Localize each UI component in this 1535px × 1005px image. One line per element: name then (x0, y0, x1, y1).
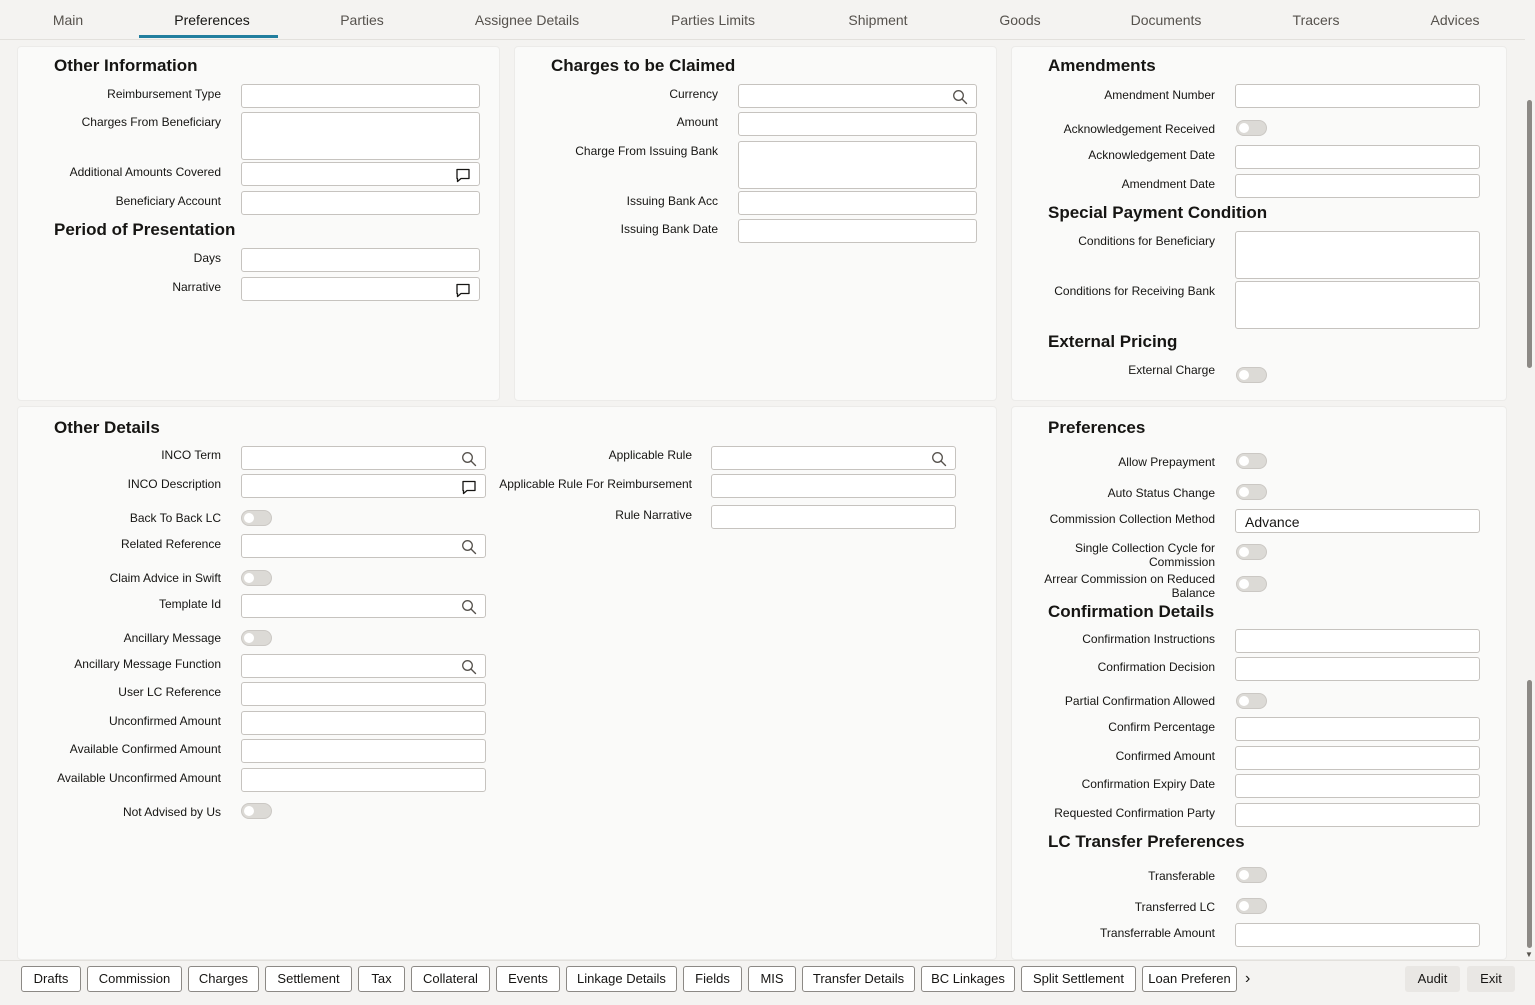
issuing-bank-date-input[interactable] (738, 219, 977, 243)
rule-narrative-input[interactable] (711, 505, 956, 529)
settlement-button[interactable]: Settlement (265, 966, 352, 992)
label-single-collection-cycle: Single Collection Cycle for Commission (1074, 541, 1215, 569)
bc-linkages-button[interactable]: BC Linkages (921, 966, 1015, 992)
label-confirmed-amount: Confirmed Amount (1115, 749, 1215, 763)
label-confirmation-expiry-date: Confirmation Expiry Date (1081, 777, 1215, 791)
section-title-external-pricing: External Pricing (1048, 332, 1178, 351)
label-available-unconfirmed-amount: Available Unconfirmed Amount (57, 771, 221, 785)
tax-button[interactable]: Tax (358, 966, 405, 992)
label-amount: Amount (676, 115, 718, 129)
label-charges-from-beneficiary: Charges From Beneficiary (81, 115, 221, 129)
section-title-charges-to-be-claimed: Charges to be Claimed (551, 56, 736, 75)
label-amendment-number: Amendment Number (1104, 88, 1215, 102)
label-related-reference: Related Reference (120, 537, 221, 551)
scroll-down-arrow-icon[interactable]: ▼ (1525, 950, 1533, 959)
label-amendment-date: Amendment Date (1121, 177, 1215, 191)
label-confirmation-decision: Confirmation Decision (1097, 660, 1215, 674)
transferable-toggle[interactable] (1236, 867, 1267, 883)
label-auto-status-change: Auto Status Change (1107, 486, 1215, 500)
ancillary-message-function-input[interactable] (241, 654, 486, 678)
label-confirmation-instructions: Confirmation Instructions (1082, 632, 1215, 646)
conditions-for-receiving-bank-textarea[interactable] (1235, 281, 1480, 329)
confirmation-expiry-date-input[interactable] (1235, 774, 1480, 798)
not-advised-by-us-toggle[interactable] (241, 803, 272, 819)
label-applicable-rule-for-reimbursement: Applicable Rule For Reimbursement (499, 477, 692, 491)
commission-button[interactable]: Commission (87, 966, 182, 992)
allow-prepayment-toggle[interactable] (1236, 453, 1267, 469)
label-commission-collection-method: Commission Collection Method (1049, 512, 1215, 526)
label-available-confirmed-amount: Available Confirmed Amount (69, 742, 221, 756)
label-not-advised-by-us: Not Advised by Us (122, 805, 221, 819)
claim-advice-in-swift-toggle[interactable] (241, 570, 272, 586)
confirmed-amount-input[interactable] (1235, 746, 1480, 770)
search-icon[interactable] (461, 539, 477, 555)
label-transferrable-amount: Transferrable Amount (1100, 926, 1215, 940)
amendment-number-input[interactable] (1235, 84, 1480, 108)
inco-description-input[interactable] (241, 474, 486, 498)
charges-button[interactable]: Charges (188, 966, 259, 992)
template-id-input[interactable] (241, 594, 486, 618)
commission-collection-method-select[interactable] (1235, 509, 1480, 533)
currency-input[interactable] (738, 84, 977, 108)
label-issuing-bank-acc: Issuing Bank Acc (626, 194, 718, 208)
label-confirm-percentage: Confirm Percentage (1108, 720, 1215, 734)
label-ancillary-message: Ancillary Message (123, 631, 221, 645)
transferred-lc-toggle[interactable] (1236, 898, 1267, 914)
label-ancillary-message-function: Ancillary Message Function (74, 657, 221, 671)
tab-tracers[interactable]: Tracers (1292, 12, 1340, 28)
label-reimbursement-type: Reimbursement Type (107, 87, 221, 101)
label-acknowledgement-received: Acknowledgement Received (1063, 122, 1215, 136)
auto-status-change-toggle[interactable] (1236, 484, 1267, 500)
label-rule-narrative: Rule Narrative (615, 508, 692, 522)
chevron-right-icon[interactable]: › (1245, 970, 1251, 987)
label-currency: Currency (669, 87, 718, 101)
confirm-percentage-input[interactable] (1235, 717, 1480, 741)
label-back-to-back-lc: Back To Back LC (129, 511, 221, 525)
tab-parties[interactable]: Parties (340, 12, 384, 28)
ancillary-message-toggle[interactable] (241, 630, 272, 646)
mis-button[interactable]: MIS (748, 966, 796, 992)
label-inco-description: INCO Description (127, 477, 221, 491)
label-transferable: Transferable (1148, 869, 1215, 883)
conditions-for-beneficiary-textarea[interactable] (1235, 231, 1480, 279)
scrollbar-thumb[interactable] (1527, 680, 1532, 948)
bottom-toolbar (0, 960, 1535, 1005)
applicable-rule-for-reimbursement-input[interactable] (711, 474, 956, 498)
requested-confirmation-party-input[interactable] (1235, 803, 1480, 827)
charges-from-beneficiary-textarea[interactable] (241, 112, 480, 160)
search-icon[interactable] (461, 599, 477, 615)
label-charge-from-issuing-bank: Charge From Issuing Bank (575, 144, 718, 158)
label-conditions-for-receiving-bank: Conditions for Receiving Bank (1054, 284, 1215, 298)
section-title-confirmation-details: Confirmation Details (1048, 602, 1215, 621)
exit-button[interactable]: Exit (1467, 966, 1515, 992)
scrollbar-thumb[interactable] (1527, 100, 1532, 368)
confirmation-decision-input[interactable] (1235, 657, 1480, 681)
audit-button[interactable]: Audit (1405, 966, 1460, 992)
tab-documents[interactable]: Documents (1130, 12, 1202, 28)
tab-shipment[interactable]: Shipment (848, 12, 908, 28)
commission-collection-method-value: Advance (1245, 514, 1300, 530)
amount-input[interactable] (738, 112, 977, 136)
transferrable-amount-input[interactable] (1235, 923, 1480, 947)
label-template-id: Template Id (158, 597, 221, 611)
label-narrative: Narrative (172, 280, 221, 294)
acknowledgement-date-input[interactable] (1235, 145, 1480, 169)
issuing-bank-acc-input[interactable] (738, 191, 977, 215)
label-acknowledgement-date: Acknowledgement Date (1088, 148, 1215, 162)
unconfirmed-amount-input[interactable] (241, 711, 486, 735)
label-inco-term: INCO Term (161, 448, 221, 462)
label-applicable-rule: Applicable Rule (608, 448, 692, 462)
search-icon[interactable] (461, 659, 477, 675)
beneficiary-account-input[interactable] (241, 191, 480, 215)
label-arrear-commission: Arrear Commission on Reduced Balance (1044, 572, 1215, 600)
label-transferred-lc: Transferred LC (1134, 900, 1215, 914)
tab-goods[interactable]: Goods (999, 12, 1041, 28)
tab-main[interactable]: Main (52, 12, 84, 28)
label-user-lc-reference: User LC Reference (118, 685, 221, 699)
label-beneficiary-account: Beneficiary Account (115, 194, 221, 208)
comment-icon[interactable] (455, 167, 471, 183)
tab-parties-limits[interactable]: Parties Limits (670, 12, 756, 28)
user-lc-reference-input[interactable] (241, 682, 486, 706)
split-settlement-button[interactable]: Split Settlement (1021, 966, 1136, 992)
collateral-button[interactable]: Collateral (411, 966, 490, 992)
label-conditions-for-beneficiary: Conditions for Beneficiary (1078, 234, 1215, 248)
confirmation-instructions-input[interactable] (1235, 629, 1480, 653)
label-issuing-bank-date: Issuing Bank Date (620, 222, 718, 236)
single-collection-cycle-toggle[interactable] (1236, 544, 1267, 560)
loan-preferences-button[interactable]: Loan Preferen (1142, 966, 1237, 992)
comment-icon[interactable] (455, 282, 471, 298)
available-confirmed-amount-input[interactable] (241, 739, 486, 763)
section-title-amendments: Amendments (1048, 56, 1156, 75)
section-title-lc-transfer-preferences: LC Transfer Preferences (1048, 832, 1245, 851)
section-title-period-of-presentation: Period of Presentation (54, 220, 236, 239)
acknowledgement-received-toggle[interactable] (1236, 120, 1267, 136)
related-reference-input[interactable] (241, 534, 486, 558)
section-title-special-payment-condition: Special Payment Condition (1048, 203, 1268, 222)
comment-icon[interactable] (461, 479, 477, 495)
tab-bar (0, 0, 1525, 40)
reimbursement-type-input[interactable] (241, 84, 480, 108)
label-claim-advice-in-swift: Claim Advice in Swift (109, 571, 221, 585)
linkage-details-button[interactable]: Linkage Details (566, 966, 677, 992)
external-charge-toggle[interactable] (1236, 367, 1267, 383)
active-tab-indicator (139, 35, 278, 38)
label-days: Days (193, 251, 221, 265)
label-partial-confirmation-allowed: Partial Confirmation Allowed (1064, 694, 1215, 708)
days-input[interactable] (241, 248, 480, 272)
tab-advices[interactable]: Advices (1430, 12, 1480, 28)
label-allow-prepayment: Allow Prepayment (1118, 455, 1215, 469)
available-unconfirmed-amount-input[interactable] (241, 768, 486, 792)
arrear-commission-toggle[interactable] (1236, 576, 1267, 592)
back-to-back-lc-toggle[interactable] (241, 510, 272, 526)
fields-button[interactable]: Fields (683, 966, 742, 992)
label-requested-confirmation-party: Requested Confirmation Party (1054, 806, 1215, 820)
applicable-rule-input[interactable] (711, 446, 956, 470)
label-unconfirmed-amount: Unconfirmed Amount (108, 714, 221, 728)
section-title-preferences: Preferences (1048, 418, 1146, 437)
search-icon[interactable] (931, 451, 947, 467)
additional-amounts-covered-input[interactable] (241, 162, 480, 186)
events-button[interactable]: Events (496, 966, 560, 992)
drafts-button[interactable]: Drafts (21, 966, 81, 992)
amendment-date-input[interactable] (1235, 174, 1480, 198)
charge-from-issuing-bank-textarea[interactable] (738, 141, 977, 189)
label-additional-amounts-covered: Additional Amounts Covered (69, 165, 221, 179)
transfer-details-button[interactable]: Transfer Details (802, 966, 915, 992)
narrative-input[interactable] (241, 277, 480, 301)
tab-assignee-details[interactable]: Assignee Details (474, 12, 580, 28)
tab-preferences[interactable]: Preferences (174, 12, 250, 28)
section-title-other-details: Other Details (54, 418, 160, 437)
section-title-other-information: Other Information (54, 56, 198, 75)
label-external-charge: External Charge (1128, 363, 1215, 377)
partial-confirmation-allowed-toggle[interactable] (1236, 693, 1267, 709)
